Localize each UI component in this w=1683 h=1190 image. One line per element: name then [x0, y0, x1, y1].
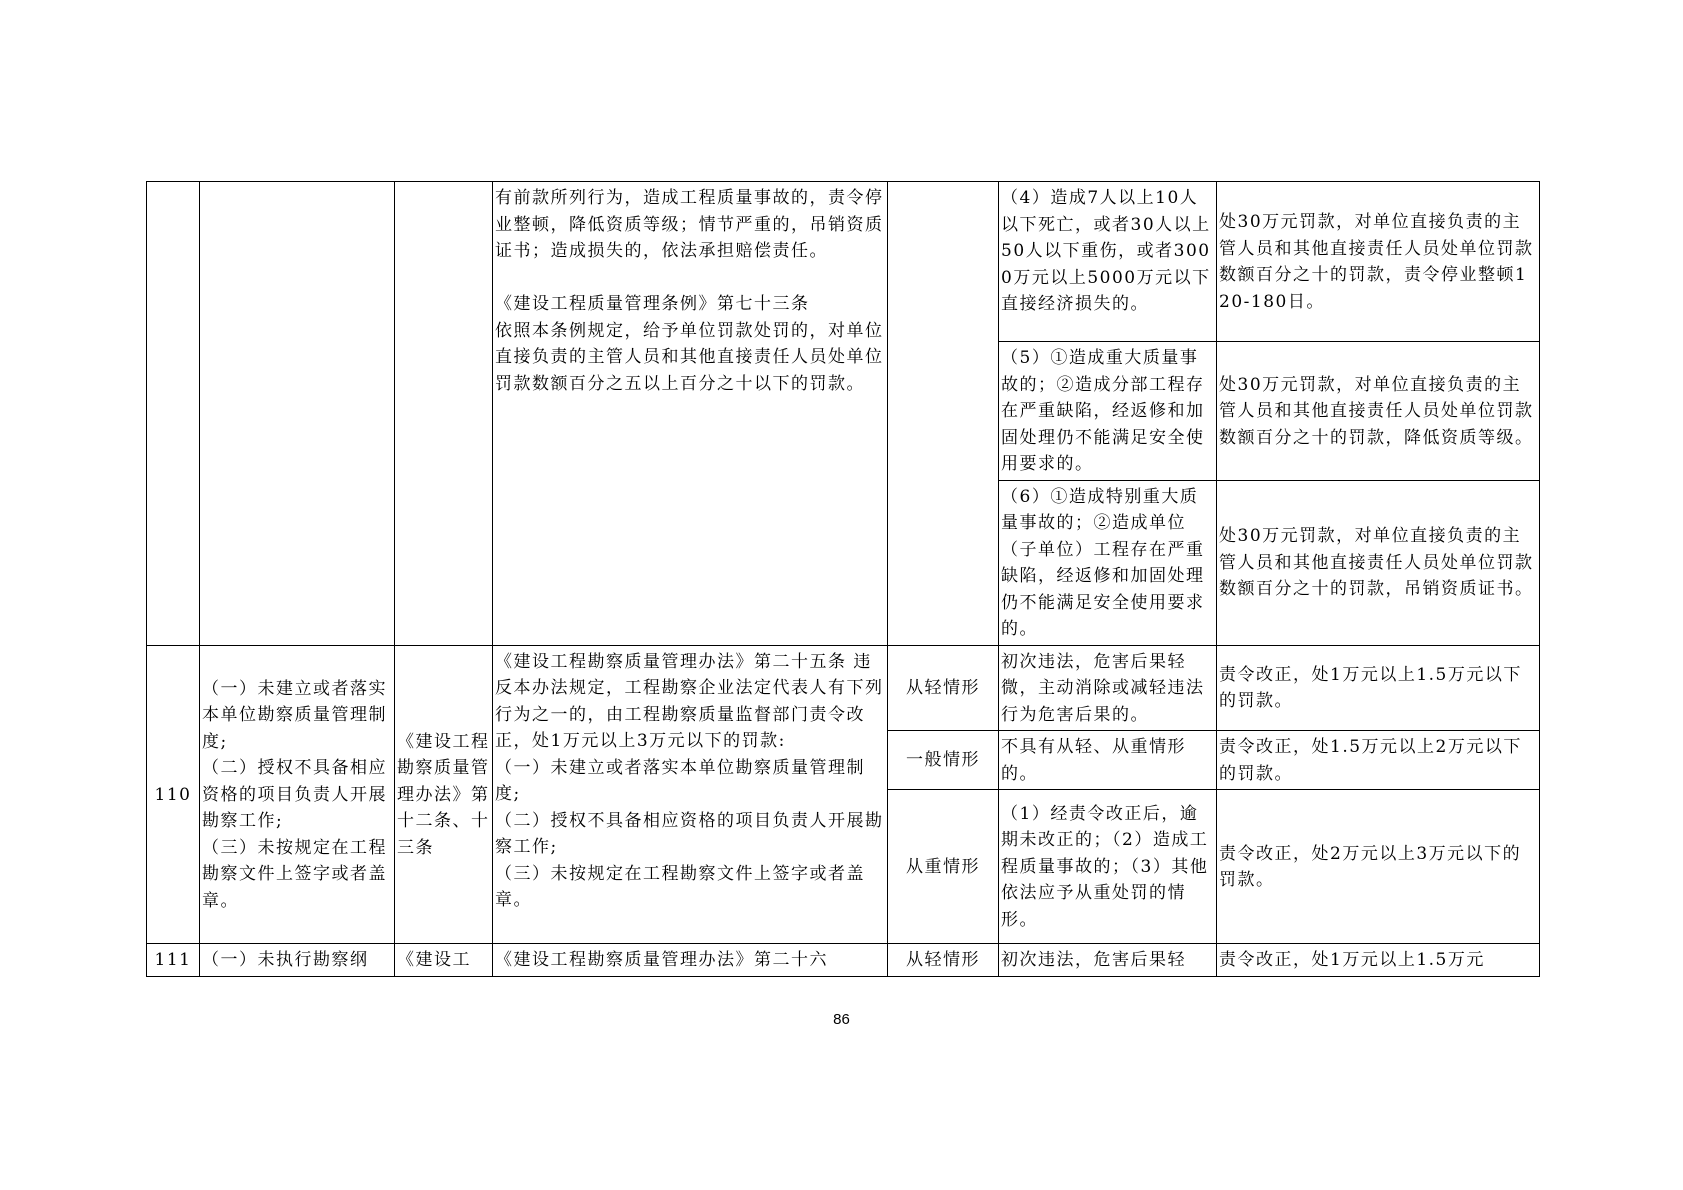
table-row — [147, 944, 1540, 977]
circumstance-cell: 初次违法，危害后果轻微，主动消除或减轻违法行为危害后果的。 — [999, 645, 1217, 731]
penalty-cell: 处30万元罚款，对单位直接负责的主管人员和其他直接责任人员处单位罚款数额百分之十的罚款，降低资质等级。 — [1217, 342, 1540, 481]
basis-text-cell: 有前款所列行为，造成工程质量事故的，责令停业整顿，降低资质等级；情节严重的，吊销资质证书；造成损失的，依法承担赔偿责任。 《建设工程质量管理条例》第七十三条 依照本条例规定，给予单位罚款处罚的，对单位直接负责的主管人员和其他直接责任人员处单位罚款数额百分之五以上百分之十以下的罚款。 — [493, 182, 888, 646]
table-row — [147, 182, 1540, 342]
penalty-cell: 责令改正，处1万元以上1.5万元 — [1217, 944, 1540, 977]
penalty-cell: 责令改正，处1万元以上1.5万元以下的罚款。 — [1217, 645, 1540, 731]
basis-ref-cell: 《建设工 — [395, 944, 493, 977]
circumstance-cell: （6）①造成特别重大质量事故的；②造成单位（子单位）工程存在严重缺陷，经返修和加固处理仍不能满足安全使用要求的。 — [999, 480, 1217, 645]
item-number-cell — [147, 182, 200, 646]
grade-cell: 从轻情形 — [888, 645, 999, 731]
basis-text-cell: 《建设工程勘察质量管理办法》第二十五条 违反本办法规定，工程勘察企业法定代表人有下列行为之一的，由工程勘察质量监督部门责令改正，处1万元以上3万元以下的罚款: （一）未建立或者落实本单位勘察质量管理制度; （二）授权不具备相应资格的项目负责人开展勘察工作; （三）未按规定在工程勘察文件上签字或者盖章。 — [493, 645, 888, 944]
grade-cell: 从轻情形 — [888, 944, 999, 977]
page-number: 86 — [833, 1011, 850, 1028]
item-number-cell: 111 — [147, 944, 200, 977]
penalty-cell: 处30万元罚款，对单位直接负责的主管人员和其他直接责任人员处单位罚款数额百分之十的罚款，吊销资质证书。 — [1217, 480, 1540, 645]
table-row — [147, 645, 1540, 731]
circumstance-cell: （1）经责令改正后，逾期未改正的；（2）造成工程质量事故的；（3）其他依法应予从重处罚的情形。 — [999, 790, 1217, 944]
grade-cell: 从重情形 — [888, 790, 999, 944]
grade-cell: 一般情形 — [888, 731, 999, 790]
basis-ref-cell: 《建设工程勘察质量管理办法》第十二条、十三条 — [395, 645, 493, 944]
violation-cell: （一）未执行勘察纲 — [200, 944, 395, 977]
penalty-cell: 责令改正，处2万元以上3万元以下的罚款。 — [1217, 790, 1540, 944]
violation-cell: （一）未建立或者落实本单位勘察质量管理制度; （二）授权不具备相应资格的项目负责人开展勘察工作; （三）未按规定在工程勘察文件上签字或者盖章。 — [200, 645, 395, 944]
circumstance-cell: 初次违法，危害后果轻 — [999, 944, 1217, 977]
basis-text-cell: 《建设工程勘察质量管理办法》第二十六 — [493, 944, 888, 977]
violation-cell — [200, 182, 395, 646]
penalty-standards-table — [146, 181, 1540, 977]
basis-ref-cell — [395, 182, 493, 646]
circumstance-cell: 不具有从轻、从重情形的。 — [999, 731, 1217, 790]
circumstance-cell: （5）①造成重大质量事故的；②造成分部工程存在严重缺陷，经返修和加固处理仍不能满足安全使用要求的。 — [999, 342, 1217, 481]
circumstance-cell: （4）造成7人以上10人以下死亡，或者30人以上50人以下重伤，或者3000万元以上5000万元以下直接经济损失的。 — [999, 182, 1217, 342]
penalty-cell: 责令改正，处1.5万元以上2万元以下的罚款。 — [1217, 731, 1540, 790]
item-number-cell: 110 — [147, 645, 200, 944]
penalty-cell: 处30万元罚款，对单位直接负责的主管人员和其他直接责任人员处单位罚款数额百分之十的罚款，责令停业整顿120-180日。 — [1217, 182, 1540, 342]
grade-cell — [888, 182, 999, 646]
